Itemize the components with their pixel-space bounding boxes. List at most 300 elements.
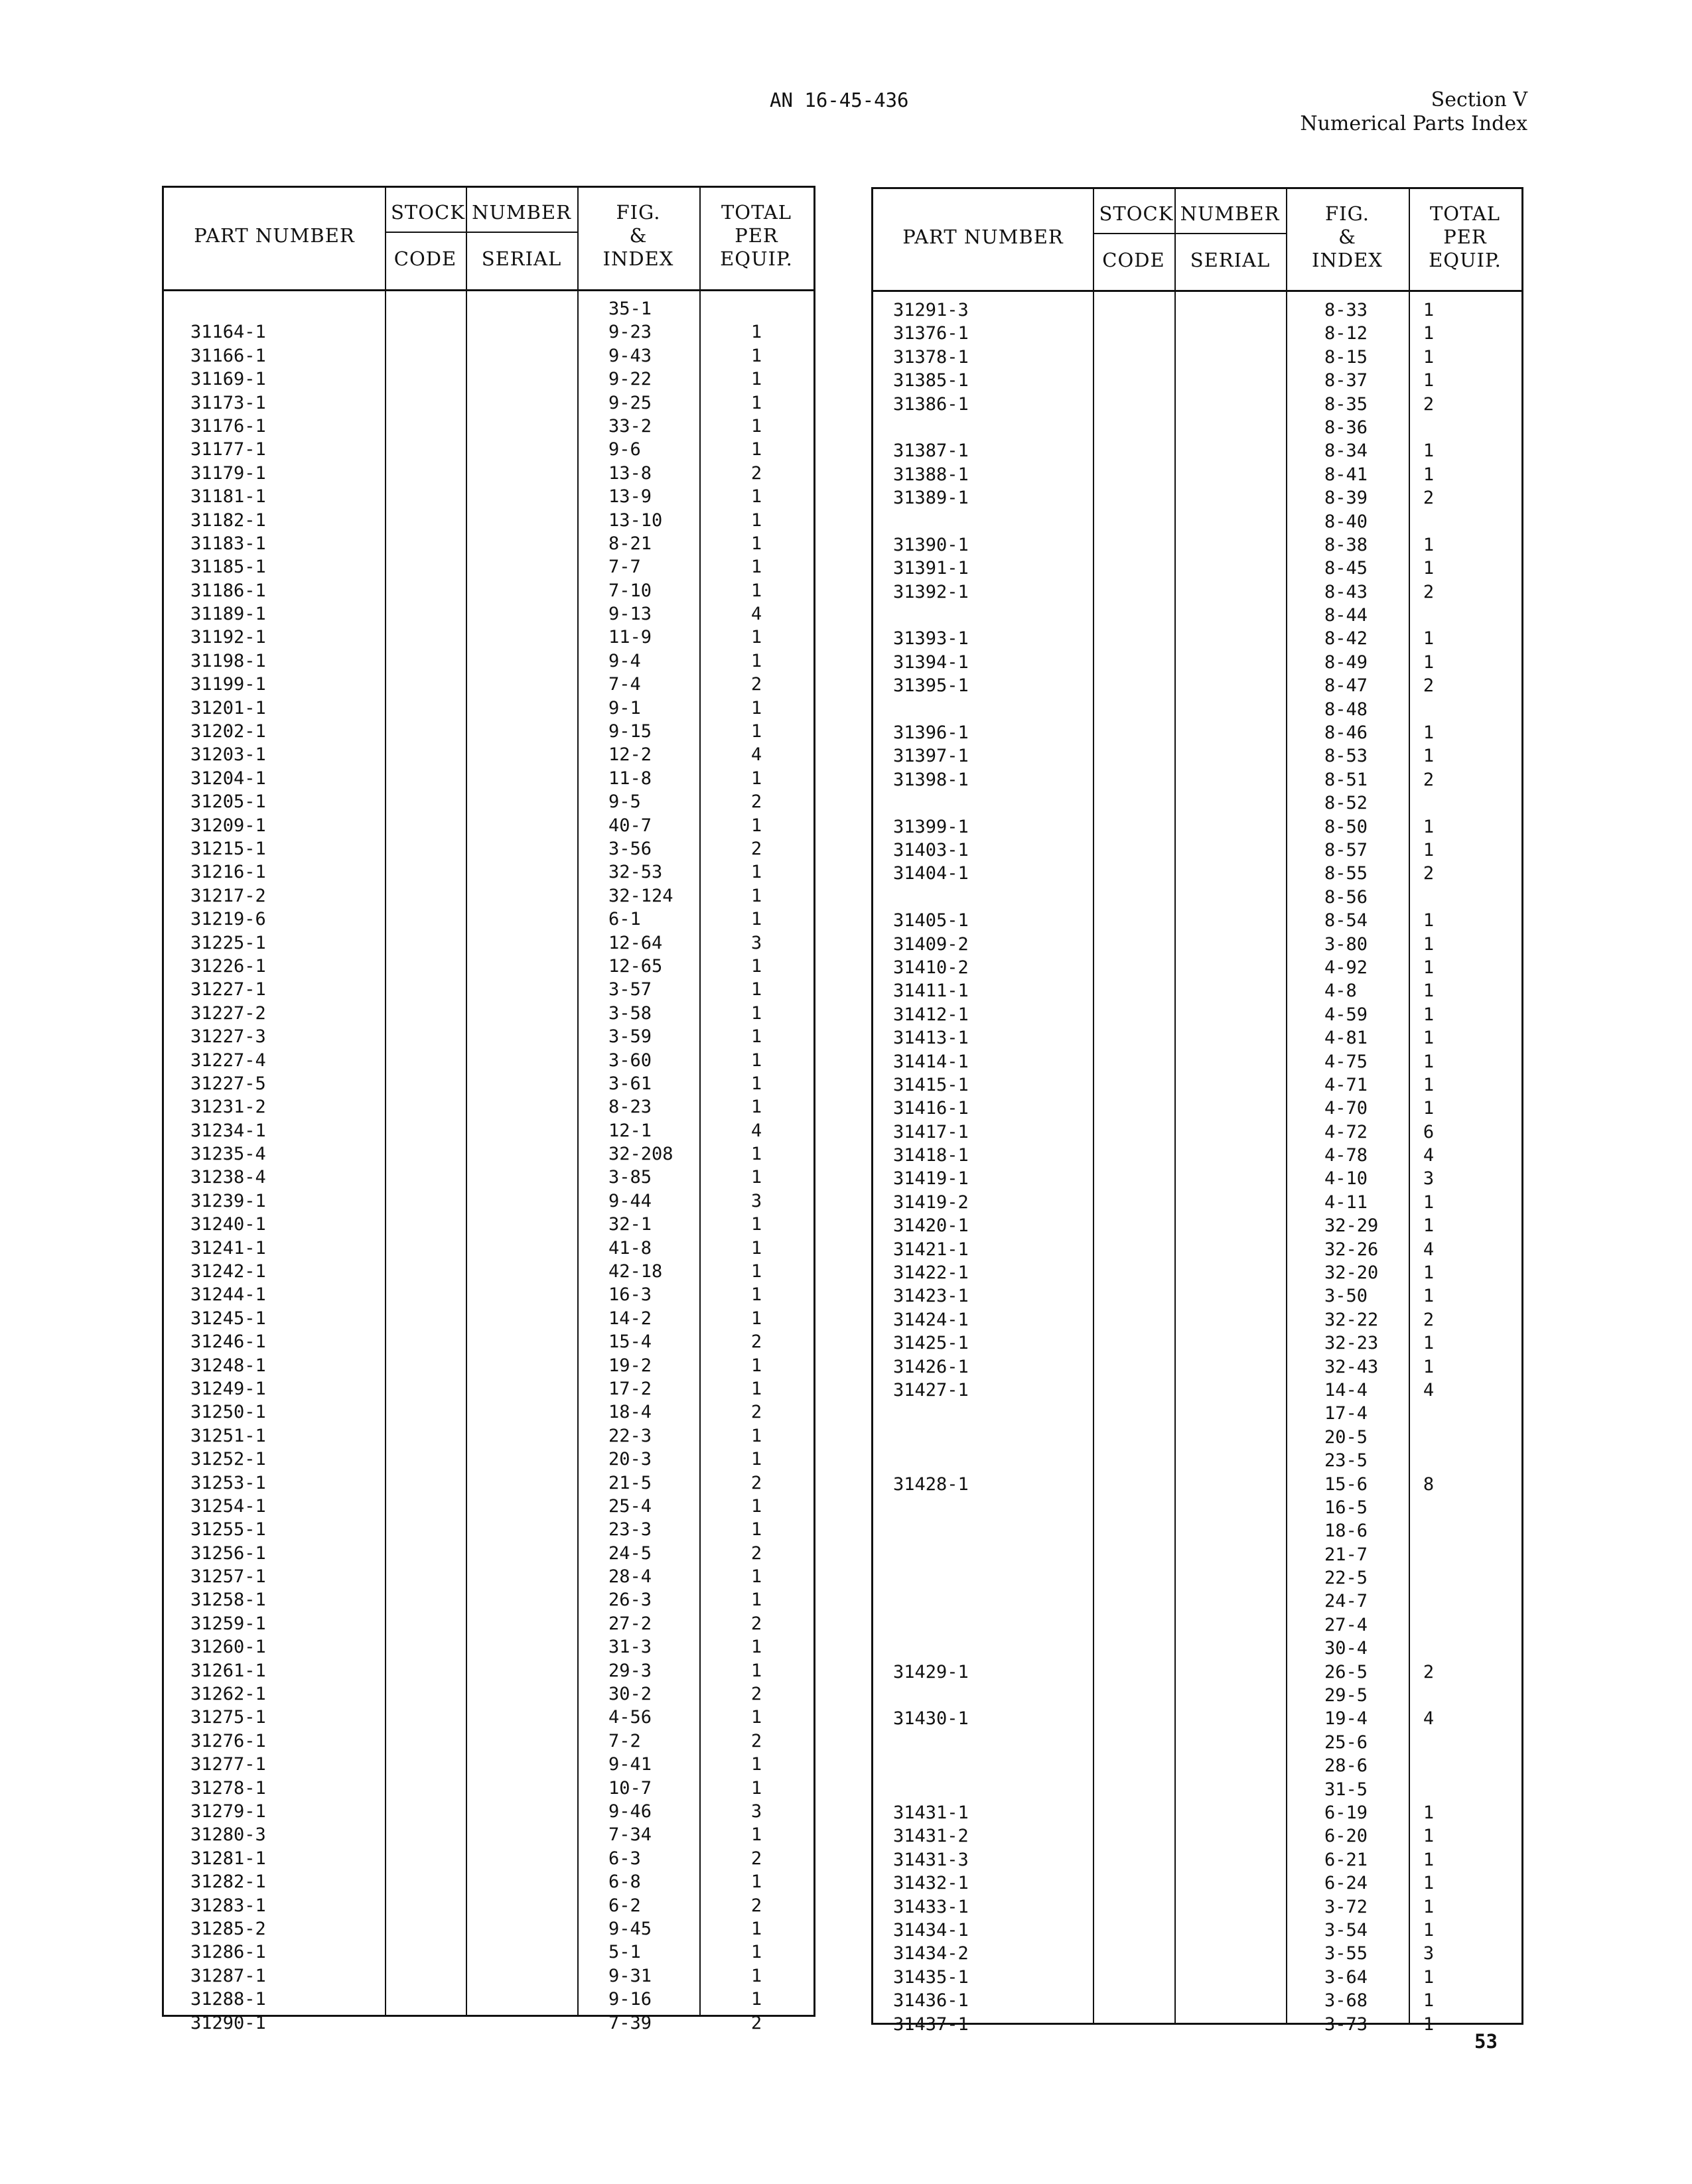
part-number-cell: 31280-3 (190, 1824, 266, 1846)
table-row (873, 1191, 1521, 1214)
table-row (873, 439, 1521, 462)
total-per-equip-cell: 1 (750, 415, 762, 437)
part-number-cell: 31403-1 (893, 839, 969, 860)
part-number-cell: 31419-2 (893, 1192, 969, 1213)
fig-index-cell: 32-43 (1324, 1356, 1379, 1377)
fig-index-cell: 8-47 (1324, 675, 1368, 697)
part-number-cell: 31435-1 (893, 1966, 969, 1988)
total-per-equip-cell: 1 (750, 909, 762, 930)
total-per-equip-cell: 1 (750, 369, 762, 390)
table-row (873, 299, 1521, 322)
total-per-equip-cell: 1 (1423, 1826, 1435, 1847)
table-row (164, 1354, 813, 1377)
fig-index-cell: 27-2 (608, 1613, 652, 1634)
total-per-equip-cell: 1 (1423, 1051, 1435, 1072)
total-per-equip-cell: 1 (750, 697, 762, 718)
part-number-cell: 31219-6 (190, 909, 266, 930)
fig-index-cell: 9-23 (608, 322, 652, 343)
part-number-cell: 31177-1 (190, 439, 266, 460)
fig-index-cell: 31-3 (608, 1637, 652, 1658)
table-row (873, 791, 1521, 815)
part-number-cell: 31246-1 (190, 1331, 266, 1353)
fig-index-cell: 32-20 (1324, 1263, 1379, 1284)
total-per-equip-cell: 1 (750, 1097, 762, 1118)
total-per-equip-cell: 2 (750, 1331, 762, 1353)
fig-index-cell: 8-54 (1324, 910, 1368, 931)
part-number-cell: 31227-1 (190, 979, 266, 1000)
table-row (873, 1661, 1521, 1684)
table-row (873, 1919, 1521, 1942)
fig-index-cell: 12-2 (608, 744, 652, 766)
total-per-equip-cell: 4 (750, 1120, 762, 1141)
total-per-equip-cell: 1 (750, 1284, 762, 1306)
fig-index-cell: 28-6 (1324, 1755, 1368, 1777)
fig-index-cell: 12-64 (608, 932, 663, 953)
total-per-equip-cell: 1 (750, 1519, 762, 1540)
fig-index-cell: 13-8 (608, 462, 652, 484)
part-number-cell: 31434-2 (893, 1943, 969, 1964)
table-row (164, 1213, 813, 1236)
total-per-equip-cell: 4 (1423, 1145, 1435, 1166)
total-per-equip-cell: 1 (1423, 1990, 1435, 2012)
total-per-equip-cell: 1 (1423, 1263, 1435, 1284)
fig-index-cell: 6-20 (1324, 1826, 1368, 1847)
table-row (164, 555, 813, 579)
table-row (164, 1800, 813, 1823)
total-per-equip-cell: 1 (1423, 300, 1435, 320)
fig-index-cell: 6-19 (1324, 1803, 1368, 1823)
table-row (873, 1543, 1521, 1566)
fig-index-cell: 35-1 (608, 299, 652, 319)
fig-index-cell: 8-46 (1324, 722, 1368, 744)
table-row (164, 1894, 813, 1917)
total-per-equip-cell: 1 (1423, 1098, 1435, 1119)
table-row (873, 651, 1521, 674)
table-row (873, 604, 1521, 627)
table-row (164, 1471, 813, 1495)
table-row (164, 1377, 813, 1400)
fig-index-cell: 17-2 (608, 1378, 652, 1399)
table-row (873, 580, 1521, 604)
table-row (164, 1095, 813, 1119)
fig-index-cell: 8-40 (1324, 511, 1368, 532)
table-row (873, 1026, 1521, 1050)
total-per-equip-cell: 1 (750, 955, 762, 977)
fig-index-cell: 3-85 (608, 1167, 652, 1188)
col-stock-number: STOCK NUMBER (391, 201, 571, 224)
part-number-cell: 31231-2 (190, 1097, 266, 1118)
table-row (873, 1496, 1521, 1519)
fig-index-cell: 8-35 (1324, 393, 1368, 415)
table-row (164, 626, 813, 649)
part-number-cell: 31433-1 (893, 1896, 969, 1917)
table-row (164, 438, 813, 461)
table-row (873, 979, 1521, 1002)
table-row (873, 1073, 1521, 1097)
part-number-cell: 31419-1 (893, 1168, 969, 1190)
fig-index-cell: 40-7 (608, 815, 652, 836)
fig-index-cell: 18-4 (608, 1402, 652, 1423)
fig-index-cell: 29-5 (1324, 1685, 1368, 1706)
total-per-equip-cell: 1 (1423, 346, 1435, 368)
table-row (164, 1025, 813, 1048)
table-row (164, 391, 813, 415)
fig-index-cell: 16-5 (1324, 1497, 1368, 1518)
total-per-equip-cell: 2 (750, 1895, 762, 1916)
part-number-cell: 31182-1 (190, 510, 266, 531)
fig-index-cell: 9-5 (608, 791, 641, 813)
part-number-cell: 31249-1 (190, 1378, 266, 1399)
part-number-cell: 31186-1 (190, 580, 266, 601)
part-number-cell: 31278-1 (190, 1777, 266, 1799)
table-row (873, 1754, 1521, 1777)
table-row (164, 1847, 813, 1870)
table-row (873, 1684, 1521, 1707)
table-row (873, 956, 1521, 979)
total-per-equip-cell: 1 (1423, 981, 1435, 1002)
fig-index-cell: 8-34 (1324, 441, 1368, 462)
part-number-cell: 31397-1 (893, 746, 969, 767)
total-per-equip-cell: 1 (1423, 628, 1435, 649)
total-per-equip-cell: 1 (750, 1707, 762, 1728)
table-row (164, 814, 813, 837)
table-row (164, 837, 813, 860)
total-per-equip-cell: 1 (750, 1073, 762, 1094)
fig-index-cell: 3-61 (608, 1073, 652, 1094)
total-per-equip-cell: 2 (750, 1613, 762, 1634)
part-number-cell: 31420-1 (893, 1215, 969, 1237)
total-per-equip-cell: 4 (1423, 1708, 1435, 1730)
total-per-equip-cell: 1 (1423, 2013, 1435, 2035)
table-row (164, 2012, 813, 2035)
fig-index-cell: 42-18 (608, 1261, 663, 1282)
fig-index-cell: 29-3 (608, 1660, 652, 1681)
table-row (164, 931, 813, 955)
part-number-cell: 31192-1 (190, 627, 266, 648)
fig-index-cell: 14-2 (608, 1308, 652, 1329)
total-per-equip-cell: 2 (750, 838, 762, 859)
table-row (873, 1989, 1521, 2012)
total-per-equip-cell: 2 (750, 1472, 762, 1493)
table-row (164, 767, 813, 790)
table-row (873, 393, 1521, 416)
table-row (873, 815, 1521, 839)
table-row (164, 297, 813, 320)
total-per-equip-cell: 1 (1423, 1873, 1435, 1894)
part-number-cell: 31431-1 (893, 1803, 969, 1823)
fig-index-cell: 9-43 (608, 345, 652, 366)
part-number-cell: 31253-1 (190, 1472, 266, 1493)
fig-index-cell: 8-33 (1324, 300, 1368, 320)
total-per-equip-cell: 1 (1423, 839, 1435, 860)
part-number-cell: 31204-1 (190, 768, 266, 789)
table-row (873, 698, 1521, 721)
table-row (873, 674, 1521, 697)
total-per-equip-cell: 3 (750, 1801, 762, 1822)
table-row (164, 1448, 813, 1471)
table-row (164, 1706, 813, 1729)
part-number-cell: 31252-1 (190, 1449, 266, 1470)
part-number-cell: 31387-1 (893, 441, 969, 462)
part-number-cell: 31423-1 (893, 1286, 969, 1307)
section-title: Numerical Parts Index (1300, 112, 1527, 135)
total-per-equip-cell: 1 (750, 533, 762, 554)
fig-index-cell: 9-25 (608, 392, 652, 413)
part-number-cell: 31283-1 (190, 1895, 266, 1916)
fig-index-cell: 4-72 (1324, 1121, 1368, 1142)
document-number: AN 16-45-436 (770, 89, 909, 111)
part-number-cell: 31417-1 (893, 1121, 969, 1142)
fig-index-cell: 8-49 (1324, 651, 1368, 673)
fig-index-cell: 4-75 (1324, 1051, 1368, 1072)
fig-index-cell: 24-5 (608, 1542, 652, 1564)
fig-index-cell: 8-53 (1324, 746, 1368, 767)
fig-index-cell: 4-56 (608, 1707, 652, 1728)
table-row (873, 1402, 1521, 1425)
total-per-equip-cell: 1 (750, 486, 762, 508)
fig-index-cell: 32-124 (608, 885, 673, 906)
fig-index-cell: 23-3 (608, 1519, 652, 1540)
total-per-equip-cell: 1 (750, 1824, 762, 1846)
part-number-cell: 31391-1 (893, 558, 969, 579)
part-number-cell: 31166-1 (190, 345, 266, 366)
part-number-cell: 31404-1 (893, 863, 969, 884)
total-per-equip-cell: 1 (750, 1872, 762, 1893)
fig-index-cell: 24-7 (1324, 1591, 1368, 1612)
fig-index-cell: 8-39 (1324, 488, 1368, 509)
total-per-equip-cell: 1 (1423, 464, 1435, 485)
total-per-equip-cell: 2 (1423, 393, 1435, 415)
col-serial: SERIAL (1190, 249, 1271, 271)
fig-index-cell: 3-58 (608, 1002, 652, 1024)
part-number-cell: 31261-1 (190, 1660, 266, 1681)
fig-index-cell: 7-7 (608, 557, 641, 578)
fig-index-cell: 22-5 (1324, 1568, 1368, 1589)
table-row (164, 1142, 813, 1166)
table-row (164, 743, 813, 766)
table-row (164, 344, 813, 368)
fig-index-cell: 25-6 (1324, 1732, 1368, 1753)
fig-index-cell: 7-39 (608, 2012, 652, 2033)
table-row (164, 579, 813, 602)
fig-index-cell: 9-6 (608, 439, 641, 460)
part-number-cell: 31434-1 (893, 1919, 969, 1941)
total-per-equip-cell: 1 (750, 885, 762, 906)
total-per-equip-cell: 1 (750, 1989, 762, 2010)
table-row (873, 1121, 1521, 1144)
table-row (873, 1238, 1521, 1261)
part-number-cell: 31201-1 (190, 697, 266, 718)
table-row (873, 1731, 1521, 1754)
part-number-cell: 31176-1 (190, 415, 266, 437)
total-per-equip-cell: 6 (1423, 1121, 1435, 1142)
part-number-cell: 31227-5 (190, 1073, 266, 1094)
total-per-equip-cell: 1 (750, 721, 762, 742)
table-row (873, 1848, 1521, 1872)
table-row (873, 862, 1521, 885)
total-per-equip-cell: 2 (1423, 1309, 1435, 1330)
total-per-equip-cell: 1 (1423, 1849, 1435, 1870)
total-per-equip-cell: 2 (1423, 769, 1435, 790)
fig-index-cell: 3-68 (1324, 1990, 1368, 2012)
fig-index-cell: 32-26 (1324, 1239, 1379, 1260)
section-label: Section V (1431, 88, 1527, 111)
total-per-equip-cell: 1 (1423, 1074, 1435, 1095)
fig-index-cell: 6-21 (1324, 1849, 1368, 1870)
fig-index-cell: 16-3 (608, 1284, 652, 1306)
table-row (873, 322, 1521, 345)
total-per-equip-cell: 1 (750, 557, 762, 578)
total-per-equip-cell: 1 (1423, 651, 1435, 673)
table-row (164, 415, 813, 438)
total-per-equip-cell: 1 (750, 1449, 762, 1470)
total-per-equip-cell: 1 (750, 1050, 762, 1071)
total-per-equip-cell: 1 (1423, 441, 1435, 462)
table-row (164, 532, 813, 555)
fig-index-cell: 8-36 (1324, 417, 1368, 438)
fig-index-cell: 26-5 (1324, 1661, 1368, 1682)
table-row (164, 1635, 813, 1659)
fig-index-cell: 8-44 (1324, 605, 1368, 626)
total-per-equip-cell: 1 (750, 1026, 762, 1048)
part-number-cell: 31405-1 (893, 910, 969, 931)
fig-index-cell: 3-59 (608, 1026, 652, 1048)
fig-index-cell: 3-60 (608, 1050, 652, 1071)
table-row (873, 909, 1521, 932)
fig-index-cell: 8-57 (1324, 839, 1368, 860)
table-row (873, 2013, 1521, 2036)
total-per-equip-cell: 2 (1423, 675, 1435, 697)
col-code: CODE (393, 247, 457, 270)
table-row (873, 1707, 1521, 1730)
total-per-equip-cell: 1 (750, 1237, 762, 1259)
total-per-equip-cell: 1 (1423, 1215, 1435, 1237)
fig-index-cell: 8-52 (1324, 793, 1368, 814)
fig-index-cell: 30-2 (608, 1684, 652, 1705)
total-per-equip-cell: 1 (1423, 1192, 1435, 1213)
fig-index-cell: 23-5 (1324, 1450, 1368, 1471)
total-per-equip-cell: 1 (1423, 816, 1435, 837)
total-per-equip-cell: 1 (750, 1495, 762, 1517)
table-body-right (873, 299, 1521, 2036)
total-per-equip-cell: 1 (750, 1308, 762, 1329)
part-number-cell: 31276-1 (190, 1730, 266, 1751)
total-per-equip-cell: 1 (750, 510, 762, 531)
fig-index-cell: 8-41 (1324, 464, 1368, 485)
table-row (164, 1753, 813, 1776)
table-row (164, 955, 813, 978)
part-number-cell: 31245-1 (190, 1308, 266, 1329)
fig-index-cell: 12-65 (608, 955, 663, 977)
fig-index-cell: 3-72 (1324, 1896, 1368, 1917)
table-row (873, 1895, 1521, 1919)
fig-index-cell: 32-22 (1324, 1309, 1379, 1330)
total-per-equip-cell: 1 (1423, 1919, 1435, 1941)
total-per-equip-cell: 2 (750, 1684, 762, 1705)
total-per-equip-cell: 3 (750, 932, 762, 953)
table-row (873, 463, 1521, 486)
table-row (164, 908, 813, 931)
total-per-equip-cell: 2 (750, 674, 762, 695)
part-number-cell: 31227-2 (190, 1002, 266, 1024)
table-row (164, 1330, 813, 1353)
total-per-equip-cell: 1 (1423, 323, 1435, 344)
total-per-equip-cell: 1 (1423, 1028, 1435, 1049)
fig-index-cell: 4-78 (1324, 1145, 1368, 1166)
fig-index-cell: 6-8 (608, 1872, 641, 1893)
total-per-equip-cell: 2 (1423, 863, 1435, 884)
table-row (164, 1941, 813, 1964)
table-row (873, 1966, 1521, 1989)
part-number-cell: 31395-1 (893, 675, 969, 697)
part-number-cell: 31199-1 (190, 674, 266, 695)
fig-index-cell: 22-3 (608, 1425, 652, 1446)
fig-index-cell: 8-21 (608, 533, 652, 554)
fig-index-cell: 4-92 (1324, 957, 1368, 978)
total-per-equip-cell: 1 (1423, 1286, 1435, 1307)
table-row (164, 1190, 813, 1213)
fig-index-cell: 4-81 (1324, 1028, 1368, 1049)
total-per-equip-cell: 1 (1423, 1004, 1435, 1025)
part-number-cell: 31254-1 (190, 1495, 266, 1517)
fig-index-cell: 20-5 (1324, 1426, 1368, 1448)
fig-index-cell: 4-71 (1324, 1074, 1368, 1095)
table-row (873, 1566, 1521, 1590)
total-per-equip-cell: 1 (1423, 722, 1435, 744)
total-per-equip-cell: 1 (750, 1167, 762, 1188)
part-number-cell: 31392-1 (893, 581, 969, 602)
table-row (164, 1964, 813, 1988)
part-number-cell: 31262-1 (190, 1684, 266, 1705)
total-per-equip-cell: 1 (1423, 910, 1435, 931)
table-row (164, 697, 813, 720)
part-number-cell: 31205-1 (190, 791, 266, 813)
part-number-cell: 31410-2 (893, 957, 969, 978)
total-per-equip-cell: 2 (750, 1402, 762, 1423)
part-number-cell: 31287-1 (190, 1965, 266, 1986)
total-per-equip-cell: 1 (750, 392, 762, 413)
fig-index-cell: 3-55 (1324, 1943, 1368, 1964)
table-row (873, 1426, 1521, 1449)
total-per-equip-cell: 2 (750, 462, 762, 484)
fig-index-cell: 3-57 (608, 979, 652, 1000)
table-row (164, 1237, 813, 1260)
part-number-cell: 31241-1 (190, 1237, 266, 1259)
table-row (873, 1050, 1521, 1073)
col-part-number: PART NUMBER (194, 224, 355, 247)
part-number-cell: 31256-1 (190, 1542, 266, 1564)
table-row (164, 1777, 813, 1800)
part-number-cell: 31393-1 (893, 628, 969, 649)
part-number-cell: 31240-1 (190, 1214, 266, 1235)
part-number-cell: 31285-2 (190, 1918, 266, 1939)
part-number-cell: 31426-1 (893, 1356, 969, 1377)
table-row (164, 978, 813, 1001)
part-number-cell: 31388-1 (893, 464, 969, 485)
part-number-cell: 31424-1 (893, 1309, 969, 1330)
table-row (873, 1872, 1521, 1895)
part-number-cell: 31203-1 (190, 744, 266, 766)
part-number-cell: 31412-1 (893, 1004, 969, 1025)
table-row (164, 1166, 813, 1189)
fig-index-cell: 6-1 (608, 909, 641, 930)
total-per-equip-cell: 1 (750, 1355, 762, 1376)
table-row (873, 346, 1521, 369)
part-number-cell: 31185-1 (190, 557, 266, 578)
table-row (873, 1379, 1521, 1402)
total-per-equip-cell: 2 (1423, 1661, 1435, 1682)
part-number-cell: 31376-1 (893, 323, 969, 344)
